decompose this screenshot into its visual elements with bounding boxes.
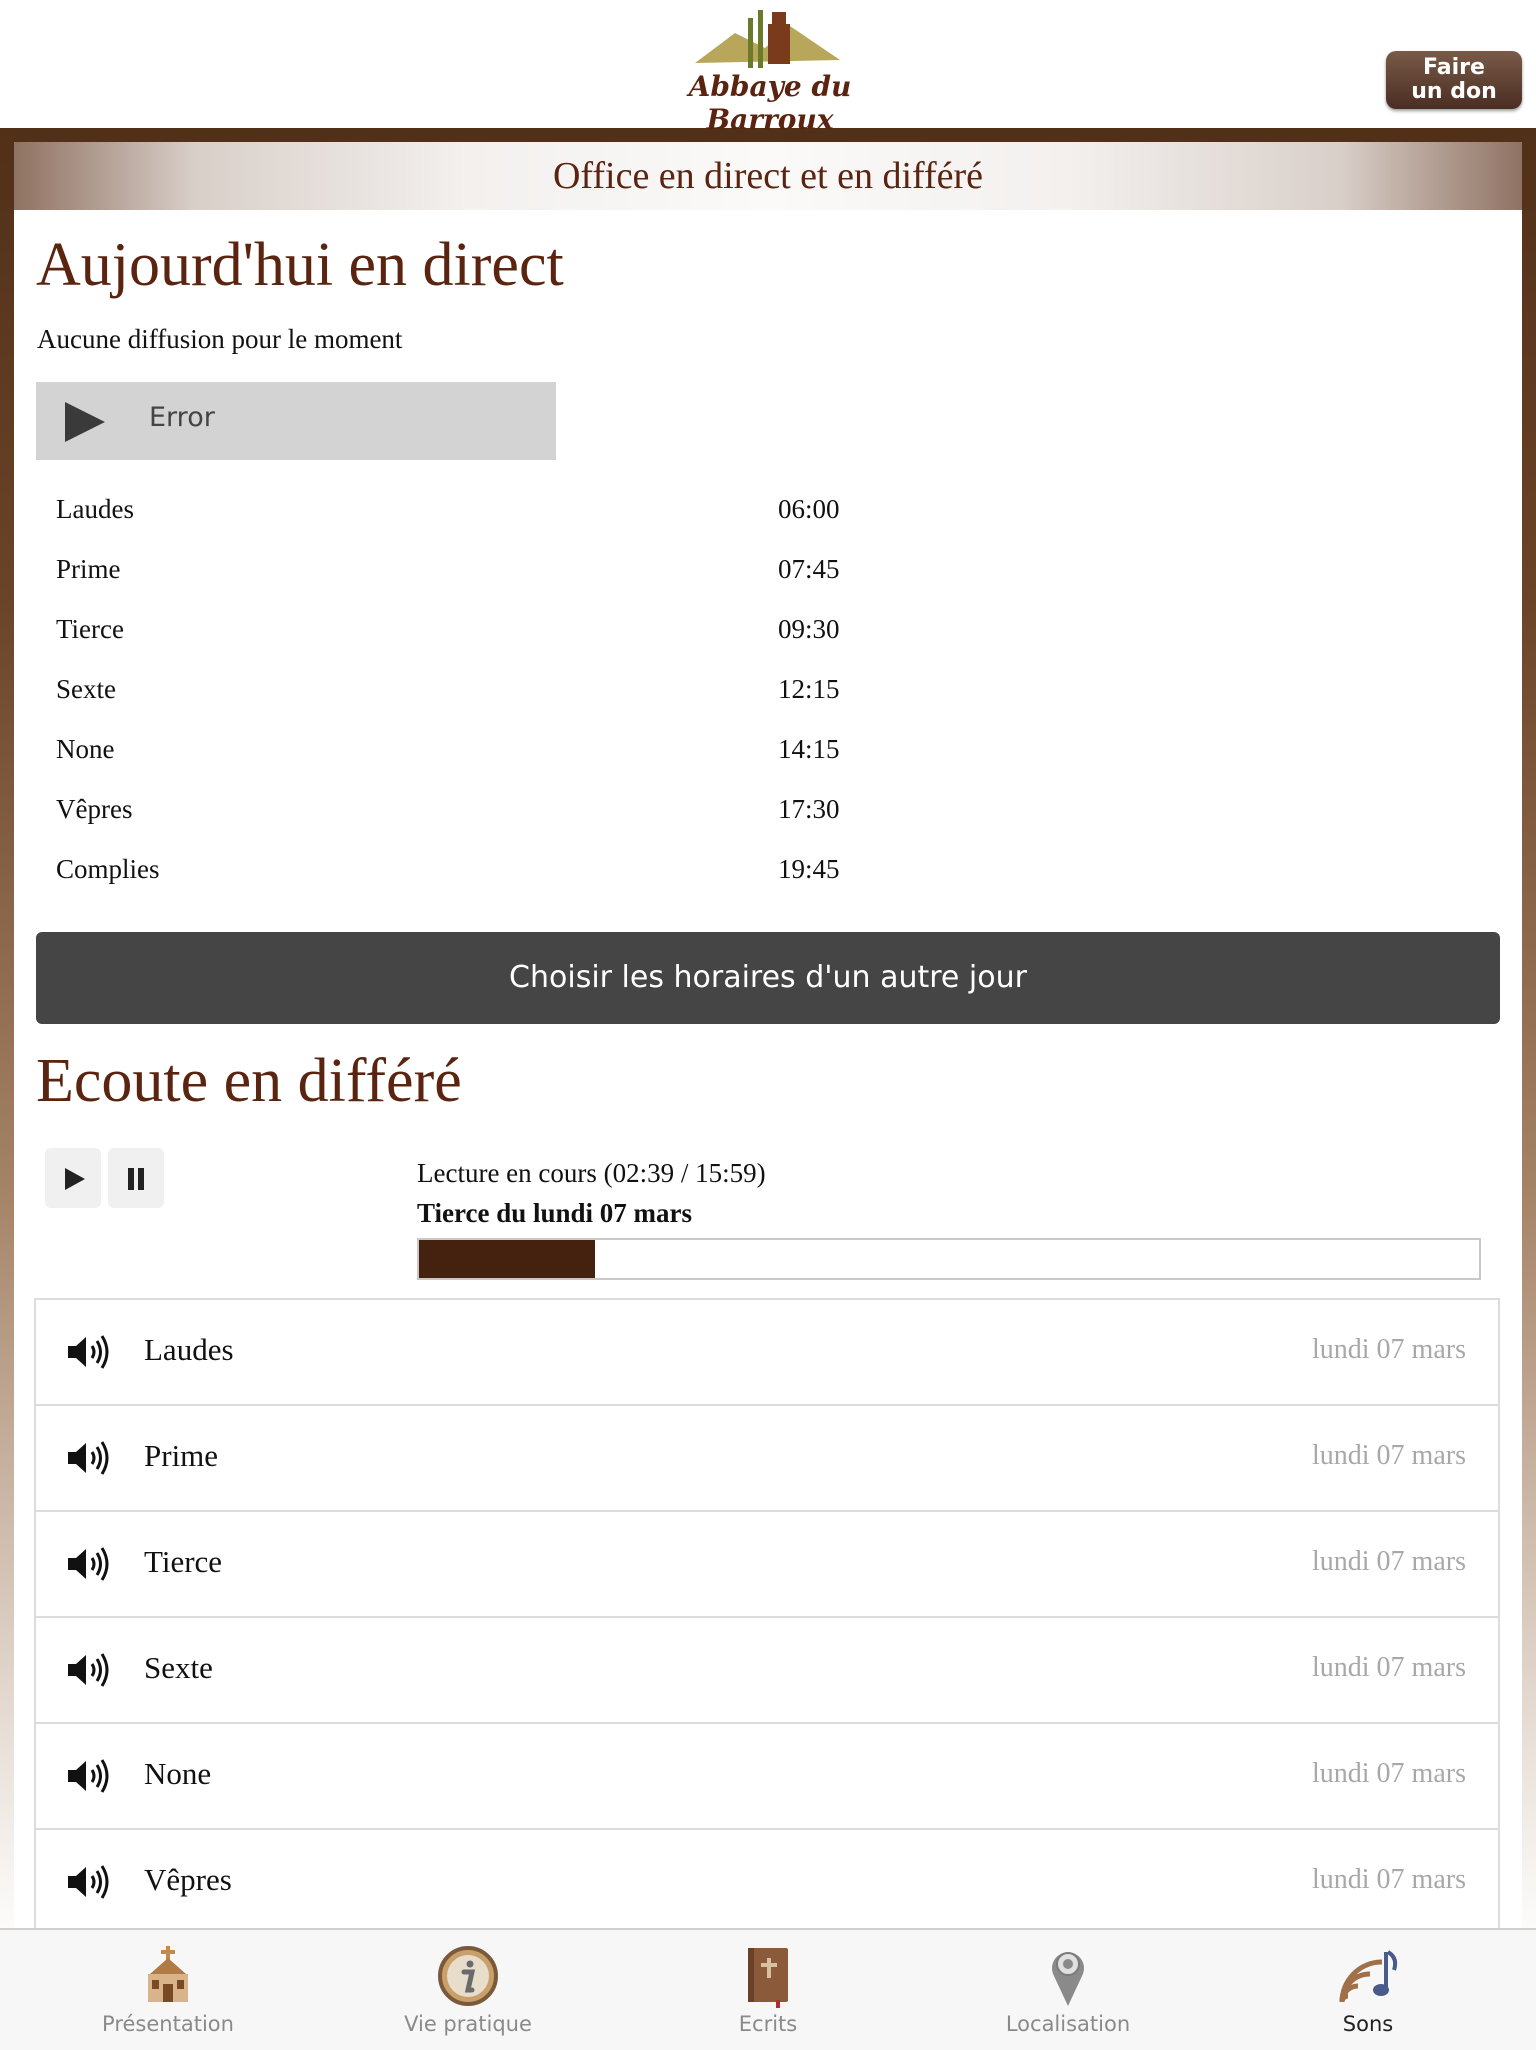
list-item[interactable]: [34, 1830, 1500, 1936]
office-time: 09:30: [778, 614, 840, 644]
tab-ecrits[interactable]: [618, 1930, 918, 2050]
office-time: 12:15: [778, 674, 840, 704]
live-heading: Aujourd'hui en direct: [36, 231, 564, 299]
logo-text: Abbaye du Barroux: [688, 70, 852, 136]
play-icon[interactable]: [65, 402, 105, 442]
progress-fill: [419, 1240, 595, 1278]
donate-label-line2: un don: [1411, 79, 1497, 104]
recording-name: Laudes: [144, 1332, 234, 1367]
office-name: Complies: [56, 854, 160, 884]
app-header: [0, 0, 1536, 136]
speaker-icon: [66, 1334, 112, 1370]
tab-label: Sons: [1342, 2012, 1394, 2036]
list-item[interactable]: [34, 1300, 1500, 1406]
schedule-row: [56, 780, 876, 840]
tab-sons[interactable]: [1218, 1930, 1518, 2050]
recordings-list: [34, 1298, 1500, 1936]
abbey-logo[interactable]: [640, 8, 900, 136]
schedule-row: [56, 540, 876, 600]
live-subtitle: Aucune diffusion pour le moment: [37, 324, 403, 354]
recording-date: lundi 07 mars: [1312, 1864, 1466, 1895]
office-time: 19:45: [778, 854, 840, 884]
player-status: Error: [149, 402, 215, 433]
list-item[interactable]: [34, 1406, 1500, 1512]
recording-date: lundi 07 mars: [1312, 1334, 1466, 1365]
list-item[interactable]: [34, 1724, 1500, 1830]
office-name: Sexte: [56, 674, 116, 704]
now-playing-title: Tierce du lundi 07 mars: [417, 1198, 693, 1228]
recording-name: Sexte: [144, 1650, 213, 1685]
live-audio-player[interactable]: [36, 382, 556, 460]
schedule-row: [56, 480, 876, 540]
recording-date: lundi 07 mars: [1312, 1440, 1466, 1471]
office-name: None: [56, 734, 115, 764]
replay-play-button[interactable]: [45, 1148, 101, 1208]
speaker-icon: [66, 1546, 112, 1582]
office-name: Laudes: [56, 494, 134, 524]
recording-name: Tierce: [144, 1544, 223, 1579]
office-time: 14:15: [778, 734, 840, 764]
tab-vie-pratique[interactable]: [318, 1930, 618, 2050]
playback-progress-bar[interactable]: [417, 1238, 1481, 1280]
abbey-logo-icon: [640, 8, 900, 78]
office-time: 17:30: [778, 794, 840, 824]
recording-name: Prime: [144, 1438, 219, 1473]
speaker-icon: [66, 1652, 112, 1688]
tab-localisation[interactable]: [918, 1930, 1218, 2050]
list-item[interactable]: [34, 1618, 1500, 1724]
now-playing-status: Lecture en cours (02:39 / 15:59): [417, 1158, 766, 1188]
donate-button[interactable]: [1386, 51, 1522, 109]
office-time: 06:00: [778, 494, 840, 524]
location-pin-icon: [1036, 1944, 1100, 2008]
tab-label: Ecrits: [738, 2012, 798, 2036]
recording-date: lundi 07 mars: [1312, 1758, 1466, 1789]
bottom-tab-bar: [0, 1928, 1536, 2050]
recording-date: lundi 07 mars: [1312, 1546, 1466, 1577]
office-name: Prime: [56, 554, 121, 584]
donate-label-line1: Faire: [1423, 55, 1485, 80]
office-name: Tierce: [56, 614, 124, 644]
choose-other-day-button[interactable]: Choisir les horaires d'un autre jour: [36, 932, 1500, 1024]
replay-pause-button[interactable]: [108, 1148, 164, 1208]
pause-icon: [128, 1168, 134, 1190]
schedule-row: [56, 840, 876, 900]
speaker-icon: [66, 1758, 112, 1794]
tab-label: Localisation: [1005, 2012, 1131, 2036]
schedule-row: [56, 720, 876, 780]
tab-label: Vie pratique: [404, 2012, 532, 2036]
recording-date: lundi 07 mars: [1312, 1652, 1466, 1683]
speaker-icon: [66, 1440, 112, 1476]
content-panel: [14, 142, 1522, 1930]
replay-heading: Ecoute en différé: [36, 1047, 462, 1115]
tab-presentation[interactable]: [18, 1930, 318, 2050]
list-item[interactable]: [34, 1512, 1500, 1618]
tab-label: Présentation: [102, 2012, 234, 2036]
page-title: Office en direct et en différé: [14, 142, 1522, 210]
recording-name: Vêpres: [144, 1862, 232, 1897]
info-icon: [436, 1944, 500, 2008]
sound-music-icon: [1336, 1944, 1400, 2008]
speaker-icon: [66, 1864, 112, 1900]
play-icon: [65, 1168, 85, 1190]
church-icon: [136, 1944, 200, 2008]
schedule-row: [56, 660, 876, 720]
office-name: Vêpres: [56, 794, 133, 824]
recording-name: None: [144, 1756, 212, 1791]
schedule-table: [56, 480, 876, 900]
schedule-row: [56, 600, 876, 660]
office-time: 07:45: [778, 554, 840, 584]
pause-icon: [138, 1168, 144, 1190]
book-icon: [736, 1944, 800, 2008]
